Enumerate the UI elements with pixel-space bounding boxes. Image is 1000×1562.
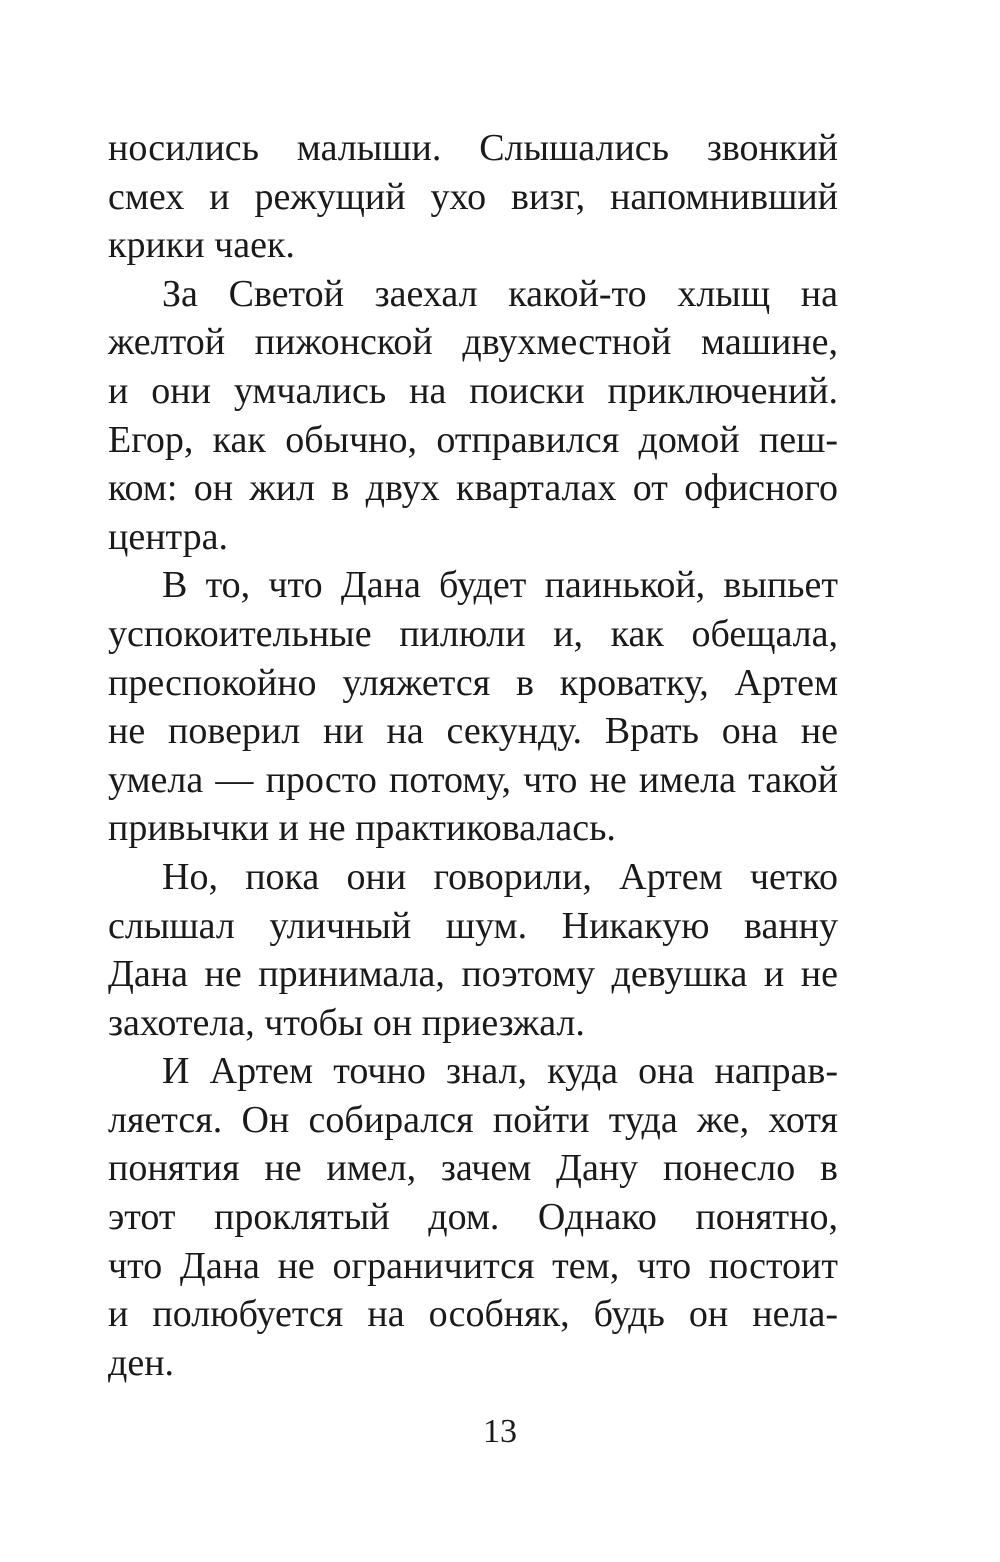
text-line: смех и режущий ухо визг, напомнивший [108, 175, 838, 218]
text-line: носились малыши. Слышались звонкий [108, 127, 838, 169]
text-line: ден. [108, 1341, 175, 1384]
text-line: центра. [108, 515, 228, 558]
text-line: слышал уличный шум. Никакую ванну [108, 904, 838, 947]
text-line: преспокойно уляжется в кроватку, Артем [108, 661, 838, 704]
text-line: За Светой заехал какой-то хлыщ на [162, 272, 838, 315]
text-line: и полюбуется на особняк, будь он нела- [108, 1293, 838, 1336]
text-line: ляется. Он собирался пойти туда же, хотя [108, 1098, 838, 1141]
text-line: Егор, как обычно, отправился домой пеш- [108, 418, 838, 461]
text-line: привычки и не практиковалась. [108, 807, 616, 850]
text-line: успокоительные пилюли и, как обещала, [108, 612, 838, 655]
text-line: Дана не принимала, поэтому девушка и не [108, 953, 838, 996]
body-text [108, 124, 838, 1387]
text-line: захотела, чтобы он приезжал. [108, 1001, 585, 1044]
page-number: 13 [483, 1413, 517, 1450]
text-line: желтой пижонской двухместной машине, [108, 321, 838, 364]
text-line: умела — просто потому, что не имела такой [108, 758, 838, 801]
text-line: что Дана не ограничится тем, что постоит [108, 1244, 838, 1287]
text-line: Но, пока они говорили, Артем четко [162, 855, 838, 898]
text-line: ком: он жил в двух кварталах от офисного [108, 467, 838, 510]
text-line: понятия не имел, зачем Дану понесло в [108, 1147, 838, 1190]
text-line: В то, что Дана будет паинькой, выпьет [162, 564, 838, 607]
text-line: не поверил ни на секунду. Врать она не [108, 710, 838, 753]
text-line: этот проклятый дом. Однако понятно, [108, 1196, 838, 1239]
text-line: и они умчались на поиски приключений. [108, 369, 838, 412]
text-line: крики чаек. [108, 224, 295, 267]
text-line: И Артем точно знал, куда она направ- [162, 1050, 838, 1093]
